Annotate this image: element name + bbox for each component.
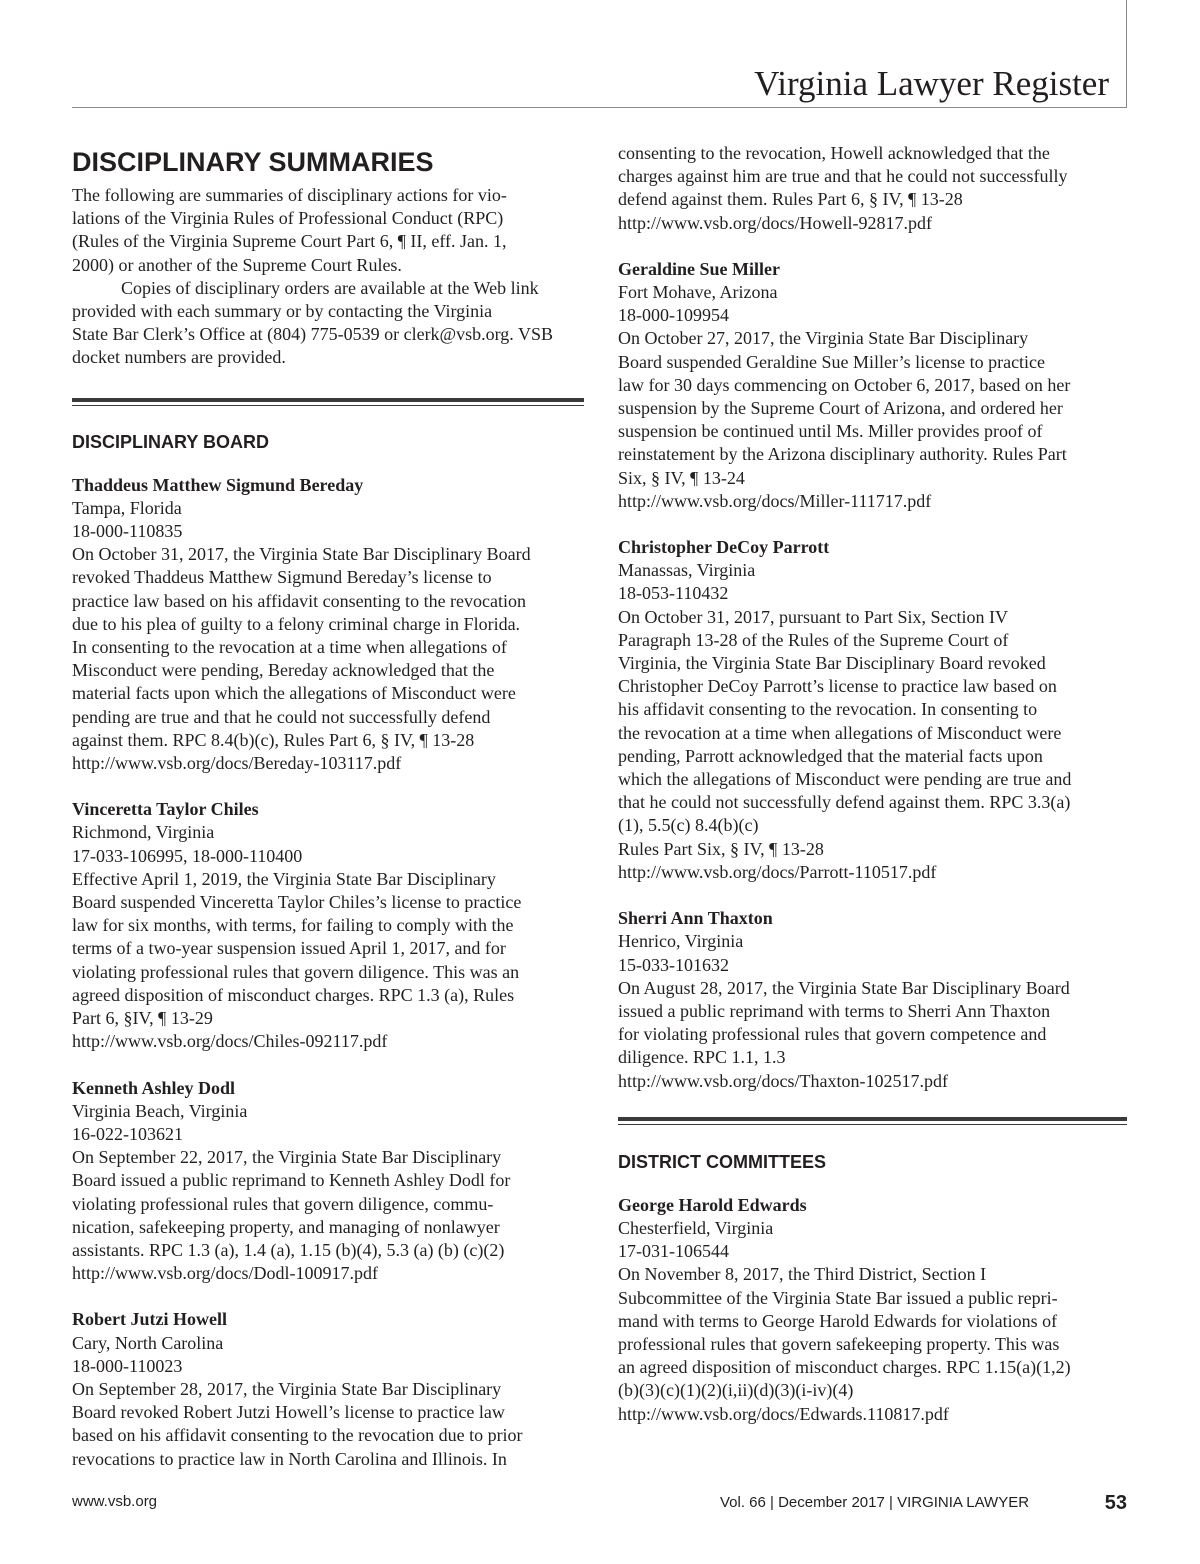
section-divider <box>72 398 584 402</box>
entry-line: 17-031-106544 <box>618 1241 729 1262</box>
entry-line: Paragraph 13-28 of the Rules of the Supreme Court of <box>618 629 1009 650</box>
left-column <box>72 142 584 1494</box>
entry-line: based on his affidavit consenting to the revocation due to prior <box>72 1425 523 1446</box>
entry-line: that he could not successfully defend against them. RPC 3.3(a) <box>618 792 1071 813</box>
intro-line: provided with each summary or by contacting the Virginia <box>72 301 493 322</box>
entry-line: On August 28, 2017, the Virginia State Bar Disciplinary Board <box>618 977 1070 998</box>
page-number: 53 <box>1104 1492 1127 1514</box>
right-column <box>618 142 1130 1449</box>
entry-line: assistants. RPC 1.3 (a), 1.4 (a), 1.15 (b)(4), 5.3 (a) (b) (c)(2) <box>72 1239 505 1260</box>
section-divider <box>618 1117 1127 1121</box>
entry-line: due to his plea of guilty to a felony criminal charge in Florida. <box>72 613 521 634</box>
entry-link[interactable]: http://www.vsb.org/docs/Thaxton-102517.pdf <box>618 1070 948 1091</box>
entry-link[interactable]: http://www.vsb.org/docs/Edwards.110817.pdf <box>618 1403 949 1424</box>
entry-line: Richmond, Virginia <box>72 822 215 843</box>
entry-line: his affidavit consenting to the revocation. In consenting to <box>618 699 1038 720</box>
entry-line: nication, safekeeping property, and managing of nonlawyer <box>72 1216 500 1237</box>
entry-line: Board issued a public reprimand to Kenneth Ashley Dodl for <box>72 1170 511 1191</box>
entry-howell <box>72 1308 584 1470</box>
entry-line: consenting to the revocation, Howell acknowledged that the <box>618 143 1050 163</box>
intro-line: (Rules of the Virginia Supreme Court Part 6, ¶ II, eff. Jan. 1, <box>72 231 507 252</box>
entry-link[interactable]: http://www.vsb.org/docs/Chiles-092117.pdf <box>72 1031 388 1052</box>
entry-line: charges against him are true and that he could not successfully <box>618 166 1068 187</box>
header-horizontal-rule <box>72 107 1127 108</box>
header-vertical-rule <box>1126 0 1127 108</box>
entry-line: Tampa, Florida <box>72 497 182 518</box>
entry-line: material facts upon which the allegations of Misconduct were <box>72 683 516 704</box>
entry-line: (b)(3)(c)(1)(2)(i,ii)(d)(3)(i-iv)(4) <box>618 1380 854 1401</box>
entry-line: which the allegations of Misconduct were pending are true and <box>618 769 1072 790</box>
entry-line: pending are true and that he could not successfully defend <box>72 706 491 727</box>
entry-line: law for six months, with terms, for failing to comply with the <box>72 915 514 936</box>
entry-line: Rules Part Six, § IV, ¶ 13-28 <box>618 838 824 859</box>
entry-line: 17-033-106995, 18-000-110400 <box>72 845 303 866</box>
entry-line: Manassas, Virginia <box>618 560 756 581</box>
entry-line: 18-000-110023 <box>72 1355 183 1376</box>
entry-line: mand with terms to George Harold Edwards for violations of <box>618 1310 1058 1331</box>
entry-line: 16-022-103621 <box>72 1123 183 1144</box>
entry-line: Cary, North Carolina <box>72 1332 224 1353</box>
entry-line: professional rules that govern safekeeping property. This was <box>618 1333 1060 1354</box>
intro-line: lations of the Virginia Rules of Professional Conduct (RPC) <box>72 208 504 229</box>
footer-issue: Vol. 66 | December 2017 | VIRGINIA LAWYER <box>720 1494 1030 1511</box>
entry-link[interactable]: http://www.vsb.org/docs/Parrott-110517.pdf <box>618 861 937 882</box>
entry-line: On September 22, 2017, the Virginia State Bar Disciplinary <box>72 1147 502 1168</box>
page-title: DISCIPLINARY SUMMARIES <box>72 147 434 177</box>
entry-line: diligence. RPC 1.1, 1.3 <box>618 1047 786 1068</box>
entry-line: Christopher DeCoy Parrott’s license to practice law based on <box>618 676 1057 697</box>
entry-line: Chesterfield, Virginia <box>618 1217 774 1238</box>
entry-line: defend against them. Rules Part 6, § IV, ¶ 13-28 <box>618 189 963 210</box>
entry-line: Subcommittee of the Virginia State Bar issued a public repri- <box>618 1287 1058 1308</box>
entry-edwards <box>618 1194 1130 1426</box>
entry-miller <box>618 258 1130 513</box>
entry-name: Sherri Ann Thaxton <box>618 908 773 929</box>
entry-line: suspension be continued until Ms. Miller provides proof of <box>618 421 1043 442</box>
entry-bereday <box>72 474 584 776</box>
entry-line: On October 27, 2017, the Virginia State Bar Disciplinary <box>618 328 1029 349</box>
entry-line: an agreed disposition of misconduct charges. RPC 1.15(a)(1,2) <box>618 1357 1071 1378</box>
entry-name: Kenneth Ashley Dodl <box>72 1077 236 1098</box>
entry-line: (1), 5.5(c) 8.4(b)(c) <box>618 815 759 836</box>
entry-line: suspension by the Supreme Court of Arizona, and ordered her <box>618 398 1063 419</box>
entry-line: Virginia, the Virginia State Bar Disciplinary Board revoked <box>618 653 1046 674</box>
entry-line: On October 31, 2017, pursuant to Part Six, Section IV <box>618 606 1008 627</box>
entry-line: Six, § IV, ¶ 13-24 <box>618 467 745 488</box>
entry-line: for violating professional rules that govern competence and <box>618 1024 1047 1045</box>
entry-line: violating professional rules that govern diligence. This was an <box>72 961 520 982</box>
entry-line: Misconduct were pending, Bereday acknowledged that the <box>72 660 495 681</box>
entry-link[interactable]: http://www.vsb.org/docs/Miller-111717.pdf <box>618 490 932 511</box>
entry-line: 18-000-109954 <box>618 305 729 326</box>
entry-parrott <box>618 536 1130 884</box>
entry-line: Henrico, Virginia <box>618 931 744 952</box>
intro-line: Copies of disciplinary orders are available at the Web link <box>121 277 539 298</box>
footer-website[interactable]: www.vsb.org <box>72 1493 158 1510</box>
entry-line: In consenting to the revocation at a time when allegations of <box>72 637 507 658</box>
entry-howell-continued <box>618 142 1130 235</box>
entry-link[interactable]: http://www.vsb.org/docs/Bereday-103117.pdf <box>72 753 402 774</box>
entry-name: Robert Jutzi Howell <box>72 1309 227 1330</box>
entry-name: Christopher DeCoy Parrott <box>618 537 830 558</box>
entry-line: On November 8, 2017, the Third District, Section I <box>618 1264 987 1285</box>
entry-line: agreed disposition of misconduct charges. RPC 1.3 (a), Rules <box>72 984 515 1005</box>
entry-line: terms of a two-year suspension issued April 1, 2017, and for <box>72 938 506 959</box>
entry-name: Geraldine Sue Miller <box>618 258 780 279</box>
entry-line: the revocation at a time when allegations of Misconduct were <box>618 722 1062 743</box>
entry-thaxton <box>618 907 1130 1093</box>
entry-link[interactable]: http://www.vsb.org/docs/Dodl-100917.pdf <box>72 1263 378 1284</box>
intro <box>72 184 584 370</box>
entry-line: against them. RPC 8.4(b)(c), Rules Part 6, § IV, ¶ 13-28 <box>72 729 475 750</box>
entry-line: Board revoked Robert Jutzi Howell’s license to practice law <box>72 1402 505 1423</box>
entry-line: Part 6, §IV, ¶ 13-29 <box>72 1008 213 1029</box>
entry-name: Vinceretta Taylor Chiles <box>72 799 259 820</box>
entry-link[interactable]: http://www.vsb.org/docs/Howell-92817.pdf <box>618 212 932 233</box>
entry-name: Thaddeus Matthew Sigmund Bereday <box>72 474 364 495</box>
entry-line: Virginia Beach, Virginia <box>72 1100 248 1121</box>
entry-line: law for 30 days commencing on October 6, 2017, based on her <box>618 374 1071 395</box>
entry-line: violating professional rules that govern diligence, commu- <box>72 1193 494 1214</box>
entry-line: 15-033-101632 <box>618 954 729 975</box>
entry-line: Board suspended Vinceretta Taylor Chiles’s license to practice <box>72 892 522 913</box>
entry-line: revoked Thaddeus Matthew Sigmund Bereday’s license to <box>72 567 492 588</box>
running-head: Virginia Lawyer Register <box>754 64 1109 103</box>
intro-line: docket numbers are provided. <box>72 347 286 368</box>
entry-dodl <box>72 1077 584 1286</box>
entry-line: pending, Parrott acknowledged that the material facts upon <box>618 745 1043 766</box>
entry-line: On October 31, 2017, the Virginia State Bar Disciplinary Board <box>72 544 531 565</box>
entry-line: reinstatement by the Arizona disciplinary authority. Rules Part <box>618 444 1067 465</box>
entry-line: On September 28, 2017, the Virginia State Bar Disciplinary <box>72 1378 502 1399</box>
entry-line: Effective April 1, 2019, the Virginia State Bar Disciplinary <box>72 868 496 889</box>
section-heading-disciplinary-board: DISCIPLINARY BOARD <box>72 431 270 452</box>
intro-line: The following are summaries of disciplinary actions for vio- <box>72 185 507 205</box>
section-heading-district-committees: DISTRICT COMMITTEES <box>618 1151 826 1172</box>
entry-line: Board suspended Geraldine Sue Miller’s license to practice <box>618 351 1046 372</box>
entry-chiles <box>72 798 584 1053</box>
intro-line: 2000) or another of the Supreme Court Rules. <box>72 254 402 275</box>
entry-line: practice law based on his affidavit consenting to the revocation <box>72 590 527 611</box>
entry-line: issued a public reprimand with terms to Sherri Ann Thaxton <box>618 1000 1051 1021</box>
entry-name: George Harold Edwards <box>618 1194 807 1215</box>
entry-line: 18-000-110835 <box>72 521 183 542</box>
intro-line: State Bar Clerk’s Office at (804) 775-0539 or clerk@vsb.org. VSB <box>72 324 553 345</box>
entry-line: Fort Mohave, Arizona <box>618 282 778 303</box>
entry-line: 18-053-110432 <box>618 583 729 604</box>
entry-line: revocations to practice law in North Carolina and Illinois. In <box>72 1448 507 1469</box>
